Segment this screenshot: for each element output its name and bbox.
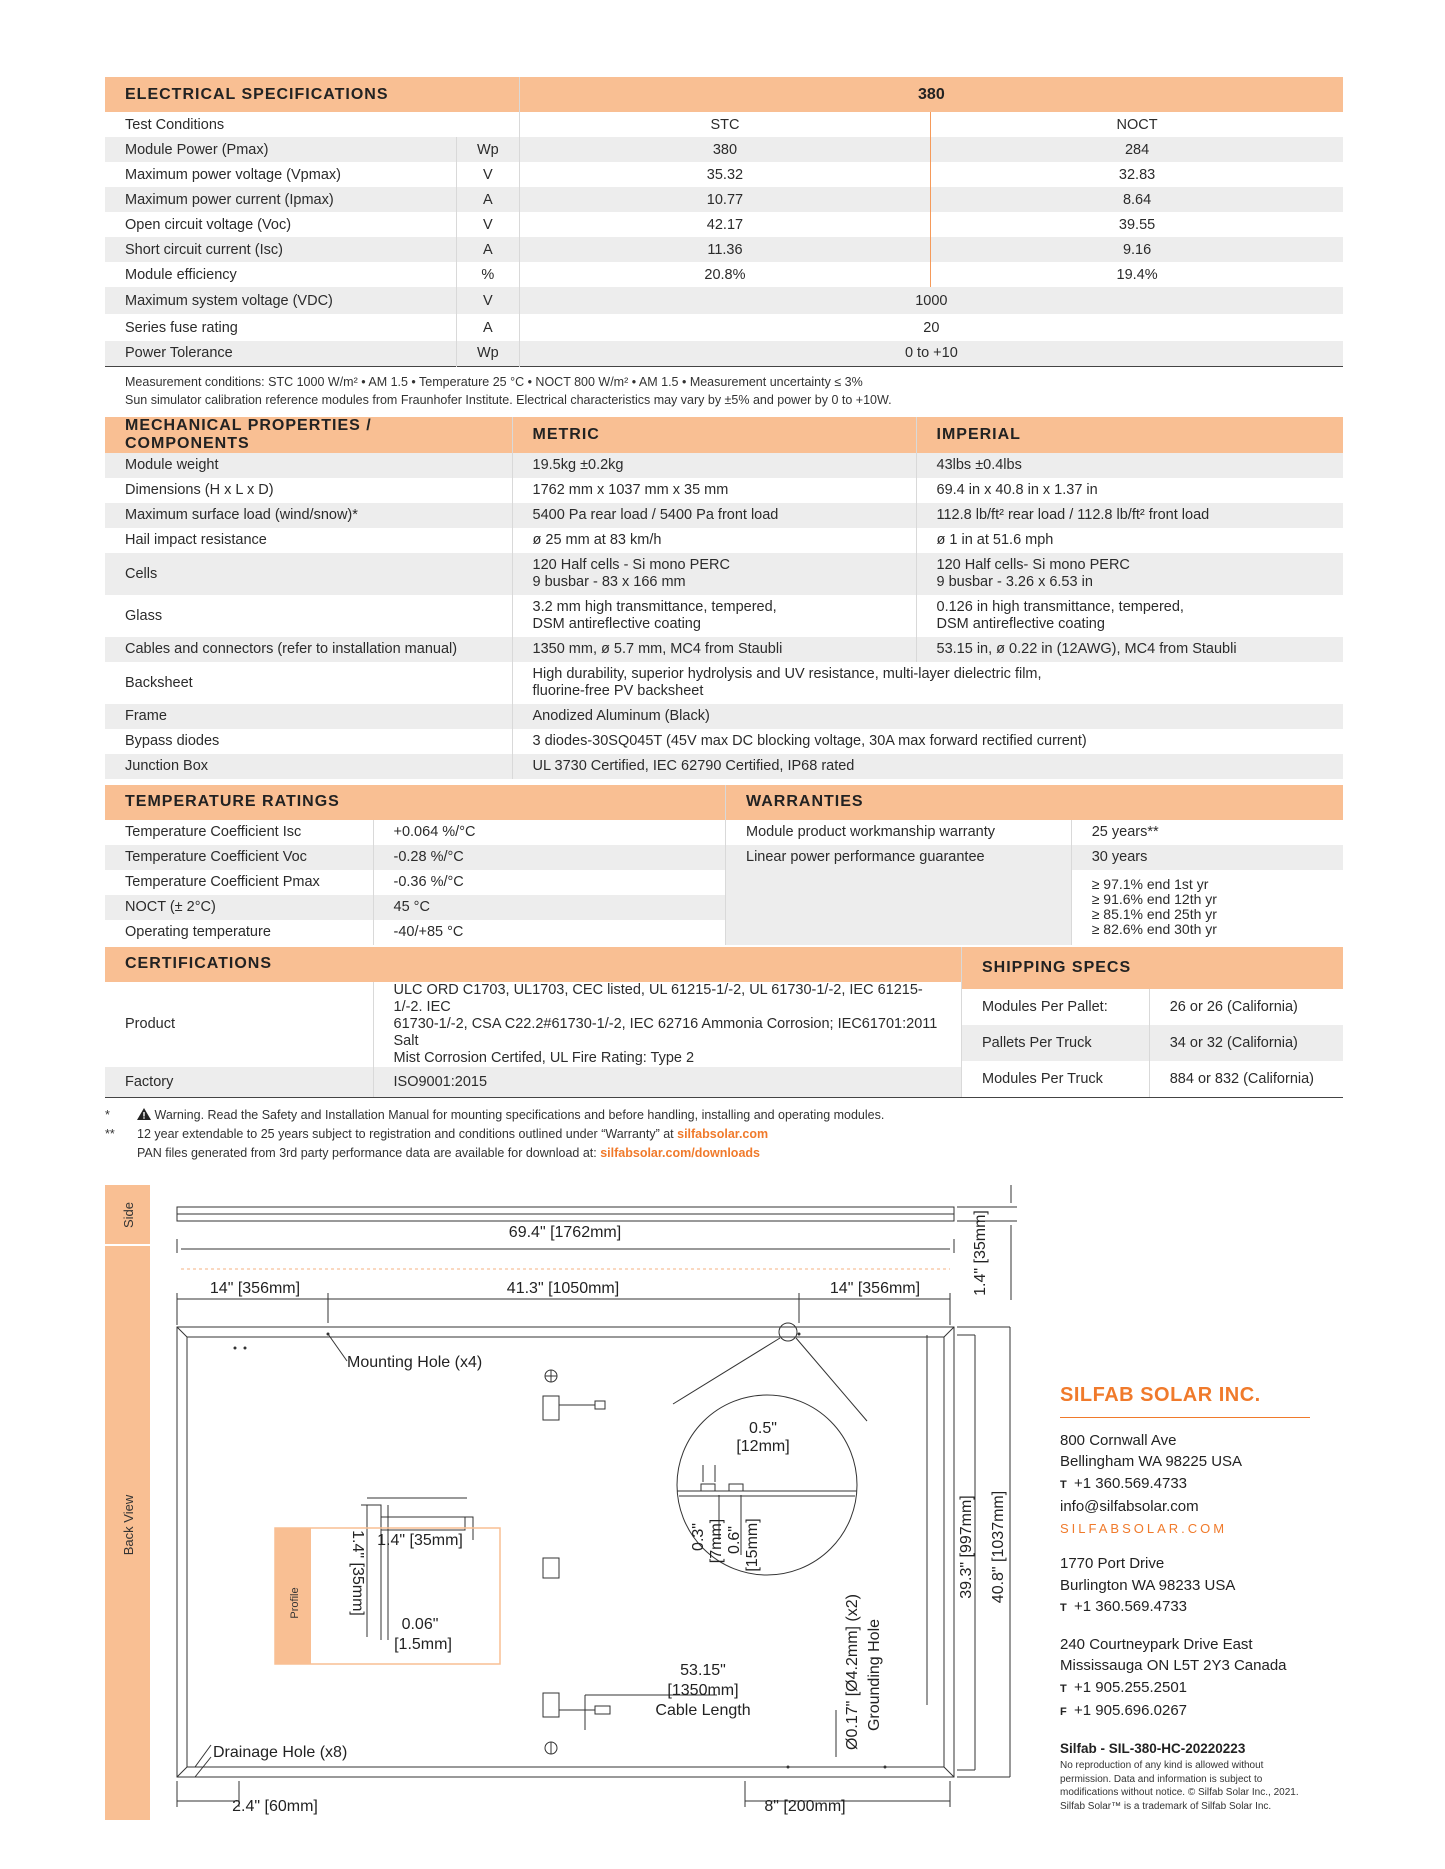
- temperature-header: TEMPERATURE RATINGS: [105, 785, 725, 820]
- width-dim: 40.8" [1037mm]: [990, 1490, 1007, 1604]
- row-label: Dimensions (H x L x D): [125, 482, 274, 498]
- warranties-header: WARRANTIES: [726, 785, 1344, 820]
- row-label: Pallets Per Truck: [962, 1025, 1150, 1061]
- row-label: Bypass diodes: [125, 733, 220, 749]
- legal-notice: No reproduction of any kind is allowed without permission. Data and information is subject to modifications without notice. © Silfab Solar Inc., 2021. Silfab Solar™ is a trademark of Silfab Solar Inc.: [1060, 1760, 1299, 1812]
- stc-value: STC: [519, 112, 930, 137]
- noct-value: 9.16: [931, 237, 1343, 262]
- mechanical-table: [105, 417, 1343, 779]
- merged-value: 0 to +10: [519, 341, 1343, 366]
- unit: V: [457, 287, 520, 314]
- row-label: Module Power (Pmax): [105, 137, 457, 162]
- row-label: Open circuit voltage (Voc): [125, 216, 292, 233]
- row-value: +0.064 %/°C: [373, 820, 725, 845]
- footnotes: [105, 1106, 1343, 1163]
- detail-a-mm: [7mm]: [708, 1518, 725, 1564]
- noct-value: 39.55: [931, 212, 1343, 237]
- unit: A: [457, 314, 520, 341]
- merged-value: UL 3730 Certified, IEC 62790 Certified, IP68 rated: [512, 754, 1343, 779]
- module-drawing: [105, 1185, 1025, 1820]
- product-certs: ULC ORD C1703, UL1703, CEC listed, UL 61215-1/-2, UL 61730-1/-2, IEC 61215-1/-2. IEC 61730-1/-2, CSA C22.2#61730-1/-2, IEC 62716 Ammonia Corrosion; IEC61701:2011 Salt Mist Corrosion Certifed, UL Fire Rating: Type 2: [373, 982, 961, 1067]
- detail-width-in: 0.5": [749, 1420, 777, 1437]
- row-label: Maximum power voltage (Vpmax): [125, 166, 341, 183]
- model-number: 380: [519, 77, 1343, 112]
- address-3: 240 Courtneypark Drive East Mississauga ON L5T 2Y3 Canada T +1 905.255.2501 F +1 905.696.0267: [1060, 1635, 1287, 1719]
- row-label: Series fuse rating: [125, 319, 238, 336]
- profile-thickness-mm: [1.5mm]: [394, 1636, 452, 1653]
- length-dim: 69.4" [1762mm]: [508, 1224, 622, 1241]
- right-offset-dim: 14" [356mm]: [829, 1280, 921, 1297]
- profile-label: Profile: [289, 1587, 301, 1619]
- metric-value: 3.2 mm high transmittance, tempered, DSM antireflective coating: [512, 595, 916, 637]
- row-label: Factory: [105, 1067, 373, 1097]
- row-value: 26 or 26 (California): [1149, 989, 1343, 1025]
- mid-span-dim: 41.3" [1050mm]: [506, 1280, 620, 1297]
- noct-value: 32.83: [931, 162, 1343, 187]
- left-offset-dim: 14" [356mm]: [209, 1280, 301, 1297]
- temperature-table: [105, 785, 725, 945]
- row-value: -40/+85 °C: [373, 920, 725, 945]
- metric-value: 1762 mm x 1037 mm x 35 mm: [512, 478, 916, 503]
- junction-box: [543, 1693, 559, 1717]
- website[interactable]: SILFABSOLAR.COM: [1060, 1520, 1228, 1536]
- row-label: Cables and connectors (refer to installation manual): [105, 637, 512, 662]
- stc-value: 35.32: [519, 162, 930, 187]
- warning-triangle-icon: [137, 1106, 151, 1125]
- row-label: Maximum surface load (wind/snow)*: [105, 503, 512, 528]
- row-label: Glass: [125, 607, 163, 624]
- footnote-mark: *: [105, 1107, 110, 1122]
- merged-value: 1000: [519, 287, 1343, 314]
- profile-width: 1.4" [35mm]: [377, 1532, 463, 1549]
- warranties-table: [725, 785, 1343, 945]
- company-name: SILFAB SOLAR INC.: [1060, 1385, 1310, 1418]
- cable-length-label: Cable Length: [655, 1702, 751, 1719]
- imperial-value: ø 1 in at 51.6 mph: [916, 528, 1343, 553]
- metric-value: 19.5kg ±0.2kg: [512, 453, 916, 478]
- row-label: Modules Per Truck: [962, 1061, 1150, 1097]
- cable-length-in: 53.15": [680, 1662, 726, 1679]
- bottom-right-dim: 8" [200mm]: [764, 1798, 846, 1815]
- shipping-header: SHIPPING SPECS: [962, 947, 1344, 989]
- row-label: Modules Per Pallet:: [962, 989, 1150, 1025]
- row-label: Junction Box: [105, 754, 512, 779]
- row-label: Temperature Coefficient Pmax: [125, 874, 320, 890]
- address-2: 1770 Port Drive Burlington WA 98233 USA T +1 360.569.4733: [1060, 1555, 1236, 1615]
- row-value: -0.36 %/°C: [373, 870, 725, 895]
- imperial-value: 53.15 in, ø 0.22 in (12AWG), MC4 from Staubli: [916, 637, 1343, 662]
- footnote-mark: **: [105, 1126, 115, 1141]
- unit: Wp: [457, 341, 520, 366]
- imperial-value: 120 Half cells- Si mono PERC 9 busbar - 3.26 x 6.53 in: [916, 553, 1343, 595]
- stc-value: 10.77: [519, 187, 930, 212]
- noct-value: 19.4%: [931, 262, 1343, 287]
- note-line: Sun simulator calibration reference modules from Fraunhofer Institute. Electrical characteristics may vary by ±5% and power by 0 to +10W.: [125, 392, 892, 407]
- note-line: Measurement conditions: STC 1000 W/m² • AM 1.5 • Temperature 25 °C • NOCT 800 W/m² • AM 1.5 • Measurement uncertainty ≤ 3%: [125, 374, 863, 389]
- detail-b-in: 0.6": [726, 1526, 743, 1554]
- unit: V: [457, 212, 520, 237]
- row-value: 884 or 832 (California): [1149, 1061, 1343, 1097]
- shipping-table: [961, 947, 1343, 1097]
- merged-value: 20: [519, 314, 1343, 341]
- profile-thickness-in: 0.06": [401, 1616, 439, 1633]
- merged-value: 3 diodes-30SQ045T (45V max DC blocking voltage, 30A max forward rectified current): [512, 729, 1343, 754]
- email[interactable]: info@silfabsolar.com: [1060, 1498, 1199, 1515]
- mounting-hole-label: Mounting Hole (x4): [347, 1354, 483, 1371]
- metric-value: 5400 Pa rear load / 5400 Pa front load: [512, 503, 916, 528]
- guarantee-lines: ≥ 97.1% end 1st yr ≥ 91.6% end 12th yr ≥ 85.1% end 25th yr ≥ 82.6% end 30th yr: [1071, 870, 1343, 945]
- back-view-label: Back View: [121, 1494, 136, 1556]
- row-label: Hail impact resistance: [125, 532, 267, 548]
- row-label: Module weight: [105, 453, 512, 478]
- electrical-header: ELECTRICAL SPECIFICATIONS: [105, 77, 519, 112]
- website-link[interactable]: silfabsolar.com: [677, 1126, 769, 1141]
- unit: V: [457, 162, 520, 187]
- metric-value: 120 Half cells - Si mono PERC 9 busbar - 83 x 166 mm: [512, 553, 916, 595]
- detail-marker: [779, 1323, 797, 1341]
- row-label: Product: [125, 1016, 175, 1032]
- grounding-hole-label: Grounding Hole: [866, 1618, 883, 1732]
- drainage-hole-label: Drainage Hole (x8): [213, 1744, 348, 1761]
- row-value: 45 °C: [373, 895, 725, 920]
- row-label: Backsheet: [125, 674, 193, 691]
- document-id: Silfab - SIL-380-HC-20220223: [1060, 1740, 1246, 1756]
- metric-value: 1350 mm, ø 5.7 mm, MC4 from Staubli: [512, 637, 916, 662]
- row-label: Operating temperature: [125, 924, 271, 940]
- stc-value: 380: [519, 137, 930, 162]
- depth-dim: 1.4" [35mm]: [972, 1210, 989, 1296]
- row-label: Power Tolerance: [105, 341, 457, 366]
- row-label: Temperature Coefficient Voc: [105, 845, 373, 870]
- detail-b-mm: [15mm]: [744, 1518, 761, 1572]
- footnote-text: Warning. Read the Safety and Installation Manual for mounting specifications and before handling, installing and operating modules.: [154, 1107, 885, 1122]
- row-label: Maximum power current (Ipmax): [105, 187, 457, 212]
- footnote-text: 12 year extendable to 25 years subject to registration and conditions outlined under “Warranty” at: [137, 1126, 678, 1141]
- contact-block: [1060, 1385, 1310, 1813]
- imperial-value: 69.4 in x 40.8 in x 1.37 in: [916, 478, 1343, 503]
- row-label: Linear power performance guarantee: [726, 845, 1072, 870]
- row-label: Module product workmanship warranty: [726, 820, 1072, 845]
- row-label: Test Conditions: [125, 116, 225, 133]
- mechanical-header: MECHANICAL PROPERTIES / COMPONENTS: [105, 417, 512, 453]
- junction-box: [543, 1558, 559, 1578]
- certifications-table: [105, 947, 961, 1097]
- noct-value: 8.64: [931, 187, 1343, 212]
- cable-length-mm: [1350mm]: [667, 1682, 739, 1699]
- spec-sheet: [105, 77, 1343, 1163]
- metric-value: ø 25 mm at 83 km/h: [512, 528, 916, 553]
- footnote-text: PAN files generated from 3rd party performance data are available for download at:: [137, 1145, 601, 1160]
- stc-value: 11.36: [519, 237, 930, 262]
- inner-width-dim: 39.3" [997mm]: [958, 1495, 975, 1599]
- stc-value: 20.8%: [519, 262, 930, 287]
- measurement-note: [105, 367, 1343, 417]
- downloads-link[interactable]: silfabsolar.com/downloads: [600, 1145, 760, 1160]
- merged-value: High durability, superior hydrolysis and UV resistance, multi-layer dielectric film, fluorine-free PV backsheet: [512, 662, 1343, 704]
- row-label: Temperature Coefficient Isc: [125, 824, 302, 840]
- merged-value: Anodized Aluminum (Black): [512, 704, 1343, 729]
- unit: %: [457, 262, 520, 287]
- row-value: 30 years: [1071, 845, 1343, 870]
- address-1: 800 Cornwall Ave Bellingham WA 98225 USA T +1 360.569.4733: [1060, 1431, 1243, 1492]
- grounding-hole-dim: Ø0.17" [Ø4.2mm] (x2): [844, 1594, 861, 1750]
- stc-value: 42.17: [519, 212, 930, 237]
- unit: A: [457, 237, 520, 262]
- row-label: Short circuit current (Isc): [105, 237, 457, 262]
- unit: A: [457, 187, 520, 212]
- row-label: Module efficiency: [125, 266, 237, 283]
- side-label: Side: [121, 1201, 136, 1229]
- metric-header: METRIC: [512, 417, 916, 453]
- row-value: 34 or 32 (California): [1149, 1025, 1343, 1061]
- imperial-header: IMPERIAL: [916, 417, 1343, 453]
- factory-cert: ISO9001:2015: [373, 1067, 961, 1097]
- noct-value: NOCT: [931, 112, 1343, 137]
- unit: Wp: [457, 137, 520, 162]
- row-label: NOCT (± 2°C): [105, 895, 373, 920]
- imperial-value: 112.8 lb/ft² rear load / 112.8 lb/ft² front load: [916, 503, 1343, 528]
- imperial-value: 43lbs ±0.4lbs: [916, 453, 1343, 478]
- row-label: Frame: [105, 704, 512, 729]
- row-label: Cells: [105, 553, 512, 595]
- row-label: Maximum system voltage (VDC): [105, 287, 457, 314]
- detail-a-in: 0.3": [690, 1523, 707, 1551]
- detail-width-mm: [12mm]: [736, 1438, 790, 1455]
- certifications-header: CERTIFICATIONS: [105, 947, 961, 982]
- row-value: 25 years**: [1071, 820, 1343, 845]
- row-value: -0.28 %/°C: [373, 845, 725, 870]
- electrical-table: [105, 77, 1343, 367]
- noct-value: 284: [931, 137, 1343, 162]
- profile-height: 1.4" [35mm]: [349, 1530, 366, 1616]
- imperial-value: 0.126 in high transmittance, tempered, DSM antireflective coating: [916, 595, 1343, 637]
- junction-box: [543, 1396, 559, 1420]
- bottom-left-dim: 2.4" [60mm]: [232, 1798, 318, 1815]
